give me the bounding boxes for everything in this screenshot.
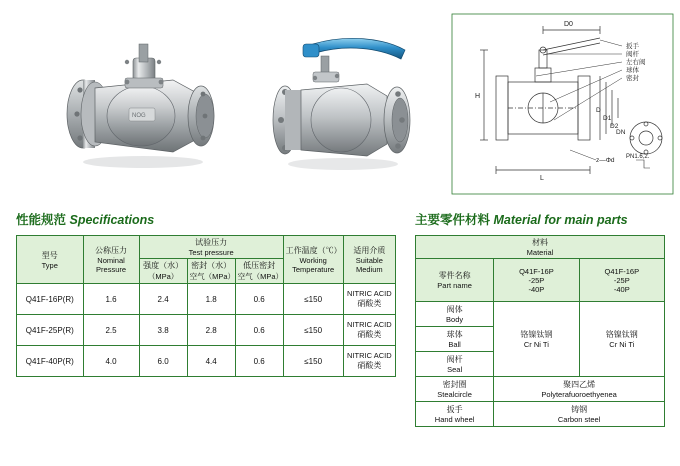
- spec-col-strength: 强度（水） （MPa）: [139, 259, 187, 284]
- cell-temp: ≤150: [283, 284, 343, 315]
- cell-seal: 1.8: [187, 284, 235, 315]
- spec-header-row-1: [17, 236, 396, 259]
- spec-col-test: 试验压力 Test pressure: [139, 236, 283, 259]
- cell-medium: NITRIC ACID 硝酸类: [343, 315, 395, 346]
- material-header-row-1: [416, 236, 665, 259]
- table-row: [416, 302, 665, 327]
- material-heading-cn: 主要零件材料: [415, 213, 491, 227]
- callout-stem: 阀杆: [626, 51, 639, 58]
- cell-lowseal: 0.6: [235, 346, 283, 377]
- cell-seal: 4.4: [187, 346, 235, 377]
- cell-temp: ≤150: [283, 315, 343, 346]
- cell-material-span: 聚四乙烯 Polyterafuoroethyenea: [494, 377, 665, 402]
- cell-type: Q41F-25P(R): [17, 315, 84, 346]
- specifications-heading-cn: 性能规范: [16, 213, 67, 227]
- label-d1: D1: [603, 115, 612, 122]
- spec-col-medium: 适用介质 Suitable Medium: [343, 236, 395, 284]
- cell-strength: 6.0: [139, 346, 187, 377]
- cell-lowseal: 0.6: [235, 284, 283, 315]
- cell-part: 阀体 Body: [416, 302, 494, 327]
- material-table: [415, 235, 665, 427]
- callout-ball: 球体: [626, 67, 639, 74]
- cell-part: 扳手 Hand wheel: [416, 402, 494, 427]
- cell-nominal: 4.0: [83, 346, 139, 377]
- label-h: H: [475, 93, 481, 100]
- illustration-band: [0, 0, 680, 205]
- spec-table-body: [17, 284, 396, 377]
- cell-nominal: 1.6: [83, 284, 139, 315]
- cell-medium: NITRIC ACID 硝酸类: [343, 346, 395, 377]
- cell-type: Q41F-40P(R): [17, 346, 84, 377]
- material-col-part: 零件名称 Part name: [416, 259, 494, 302]
- callout-body: 左右阀: [626, 59, 646, 66]
- cell-type: Q41F-16P(R): [17, 284, 84, 315]
- label-dn: DN: [616, 129, 626, 136]
- label-d0: D0: [564, 21, 573, 28]
- label-bolt: z—Φd: [596, 157, 615, 164]
- label-d: D: [596, 107, 601, 114]
- material-col-2: Q41F-16P -25P -40P: [579, 259, 664, 302]
- table-row: [416, 402, 665, 427]
- spec-col-nominal: 公称压力 Nominal Pressure: [83, 236, 139, 284]
- cell-temp: ≤150: [283, 346, 343, 377]
- cell-material-span: 铸钢 Carbon steel: [494, 402, 665, 427]
- cell-part: 密封圈 Stealcircle: [416, 377, 494, 402]
- callout-handle: 扳手: [626, 43, 639, 50]
- ball-valve-photo-left: [55, 22, 245, 182]
- spec-col-seal: 密封（水） 空气（MPa）: [187, 259, 235, 284]
- material-col-1: Q41F-16P -25P -40P: [494, 259, 579, 302]
- svg-text:NOG: NOG: [132, 113, 146, 119]
- material-top-header: 材料 Material: [416, 236, 665, 259]
- material-table-body: [416, 302, 665, 427]
- specifications-table: [16, 235, 396, 377]
- table-row: [416, 377, 665, 402]
- cell-lowseal: 0.6: [235, 315, 283, 346]
- cell-strength: 2.4: [139, 284, 187, 315]
- material-header-row-2: [416, 259, 665, 302]
- ball-valve-photo-right: [255, 28, 440, 178]
- callout-seal: 密封: [626, 75, 639, 82]
- table-row: [17, 284, 396, 315]
- material-table-head: [416, 236, 665, 302]
- cell-strength: 3.8: [139, 315, 187, 346]
- cell-medium: NITRIC ACID 硝酸类: [343, 284, 395, 315]
- spec-table-head: [17, 236, 396, 284]
- label-l: L: [540, 175, 544, 182]
- label-d2: D2: [610, 123, 619, 130]
- label-pn: PN1.6,2.: [626, 154, 650, 160]
- material-heading: [415, 210, 628, 228]
- specifications-heading-en: Specifications: [69, 213, 155, 227]
- technical-drawing: [450, 10, 675, 200]
- table-row: [17, 346, 396, 377]
- cell-seal: 2.8: [187, 315, 235, 346]
- cell-nominal: 2.5: [83, 315, 139, 346]
- specifications-heading: [16, 210, 154, 228]
- cell-material-1: 铬镍钛钢 Cr Ni Ti: [494, 302, 579, 377]
- cell-material-2: 铬镍钛钢 Cr Ni Ti: [579, 302, 664, 377]
- spec-col-lowseal: 低压密封 空气（MPa）: [235, 259, 283, 284]
- cell-part: 阀杆 Seal: [416, 352, 494, 377]
- spec-col-type: 型号 Type: [17, 236, 84, 284]
- table-row: [17, 315, 396, 346]
- cell-part: 球体 Ball: [416, 327, 494, 352]
- spec-col-temp: 工作温度（℃） Working Temperature: [283, 236, 343, 284]
- material-heading-en: Material for main parts: [493, 213, 628, 227]
